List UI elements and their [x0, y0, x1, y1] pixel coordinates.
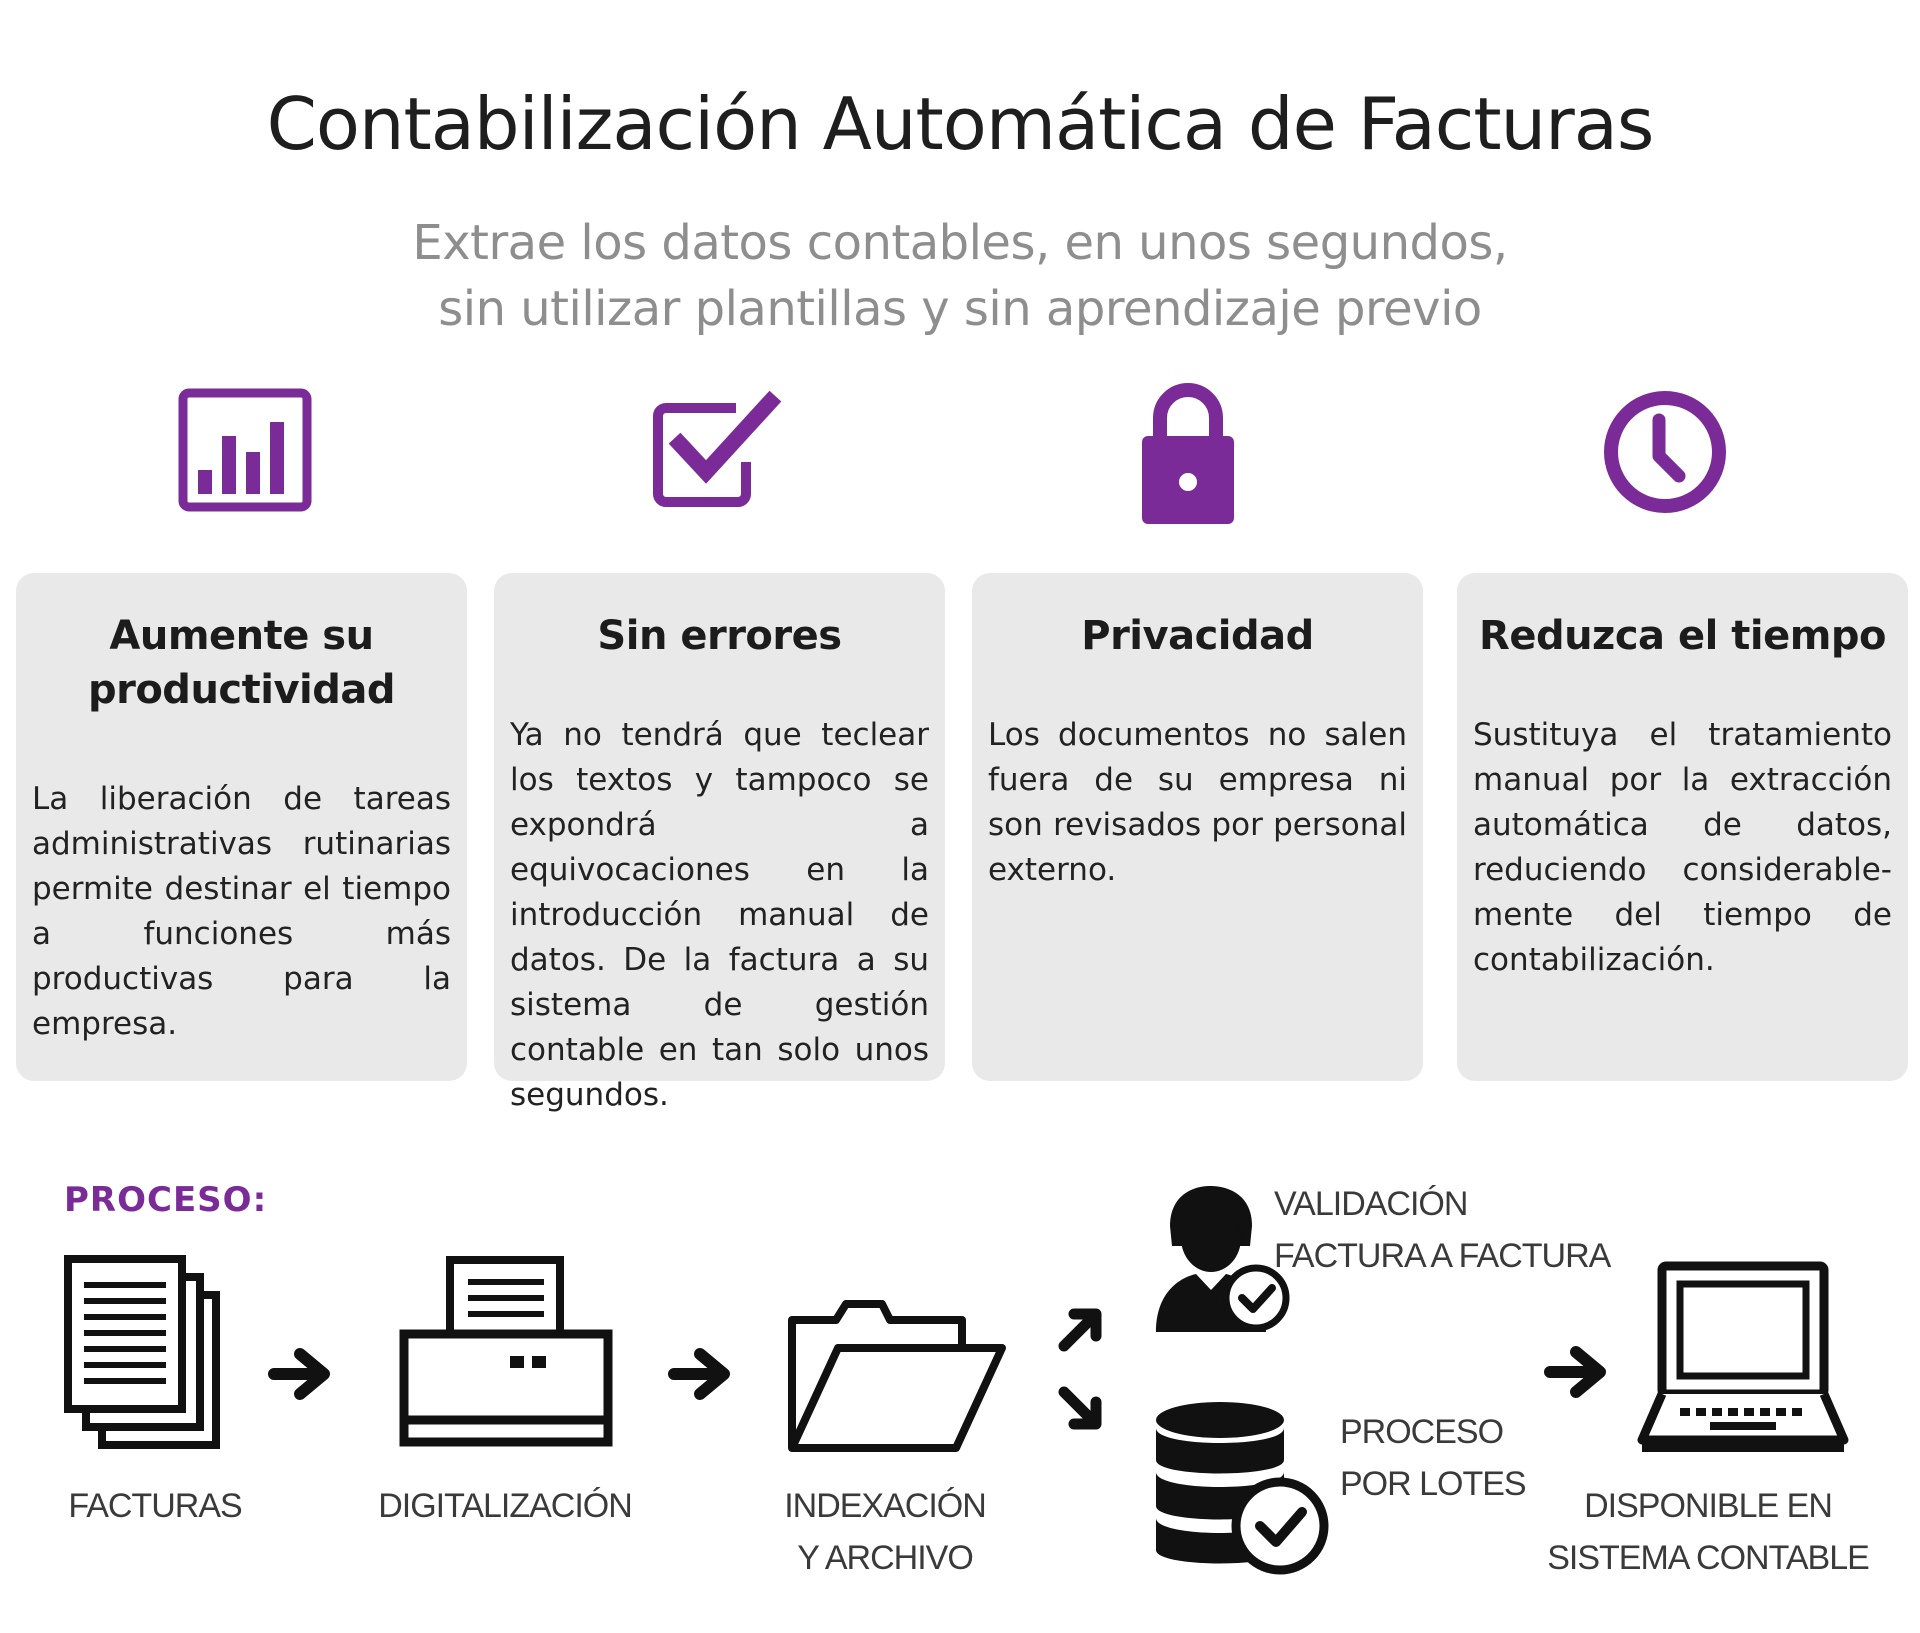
- feature-text: Ya no tendrá que teclear los textos y tampoco se expondrá a equivocaciones en la introducción manual de datos. De la factura a su sistema de gestión contable en tan solo unos segundos.: [510, 717, 929, 1113]
- feature-title-line: productividad: [87, 667, 396, 713]
- arrow-right-icon: [670, 1348, 736, 1400]
- feature-title: [32, 609, 451, 717]
- step-label-disponible: [1518, 1480, 1898, 1584]
- feature-card-sin-errores: [494, 573, 945, 1113]
- arrow-right-icon: [270, 1348, 336, 1400]
- arrow-right-icon: [1546, 1346, 1612, 1398]
- process-label: PROCESO:: [64, 1180, 268, 1220]
- user-check-icon: [1152, 1186, 1294, 1336]
- page-title: Contabilización Automática de Facturas: [266, 82, 1654, 166]
- checkbox-icon: [652, 390, 778, 512]
- step-label-validacion: [1274, 1178, 1610, 1282]
- step-label-line: Y ARCHIVO: [797, 1539, 973, 1577]
- step-label-line: SISTEMA CONTABLE: [1547, 1539, 1869, 1577]
- step-label-line: FACTURAS: [68, 1487, 242, 1525]
- page-subtitle: [0, 210, 1920, 342]
- step-label-line: PROCESO: [1340, 1413, 1504, 1451]
- scanner-icon: [398, 1256, 614, 1448]
- step-label-indexacion: [760, 1480, 1010, 1584]
- step-label-line: VALIDACIÓN: [1274, 1185, 1468, 1223]
- feature-card-productividad: [16, 573, 467, 1081]
- feature-text: La liberación de tareas administrativas rutinarias permite destinar el tiempo a funciones más productivas para la empresa.: [32, 781, 451, 1042]
- step-label-facturas: [40, 1480, 270, 1532]
- feature-title: [1473, 609, 1892, 663]
- step-label-line: INDEXACIÓN: [784, 1487, 986, 1525]
- arrow-down-right-icon: [1058, 1386, 1104, 1432]
- step-label-line: POR LOTES: [1340, 1465, 1526, 1503]
- subtitle-line: Extrae los datos contables, en unos segundos,: [412, 215, 1508, 271]
- clock-icon: [1601, 378, 1729, 526]
- feature-text: Los documentos no salen fuera de su empresa ni son revisados por personal externo.: [988, 717, 1407, 888]
- step-label-line: FACTURA A FACTURA: [1274, 1237, 1611, 1275]
- feature-card-privacidad: [972, 573, 1423, 1081]
- step-label-line: DIGITALIZACIÓN: [378, 1487, 632, 1525]
- feature-card-reduzca-tiempo: [1457, 573, 1908, 1081]
- feature-title-line: Aumente su: [109, 613, 374, 659]
- feature-title-line: Sin errores: [597, 613, 842, 659]
- padlock-icon: [1140, 378, 1236, 526]
- laptop-icon: [1636, 1260, 1850, 1456]
- feature-title: [988, 609, 1407, 663]
- step-label-digitalizacion: [360, 1480, 650, 1532]
- step-label-proceso-lotes: [1340, 1406, 1526, 1510]
- subtitle-line: sin utilizar plantillas y sin aprendizaje previo: [438, 281, 1482, 337]
- step-label-line: DISPONIBLE EN: [1584, 1487, 1832, 1525]
- feature-title: [510, 609, 929, 663]
- feature-title-line: Privacidad: [1081, 613, 1314, 659]
- arrow-up-right-icon: [1058, 1306, 1104, 1352]
- database-check-icon: [1150, 1398, 1334, 1578]
- bar-chart-icon: [178, 388, 312, 512]
- feature-title-line: Reduzca el tiempo: [1479, 613, 1886, 659]
- folder-icon: [786, 1298, 1008, 1454]
- documents-icon: [62, 1255, 222, 1451]
- feature-text: Sustituya el tratamiento manual por la extracción automática de datos, reduciendo considerable-mente del tiempo de contabilización.: [1473, 717, 1892, 978]
